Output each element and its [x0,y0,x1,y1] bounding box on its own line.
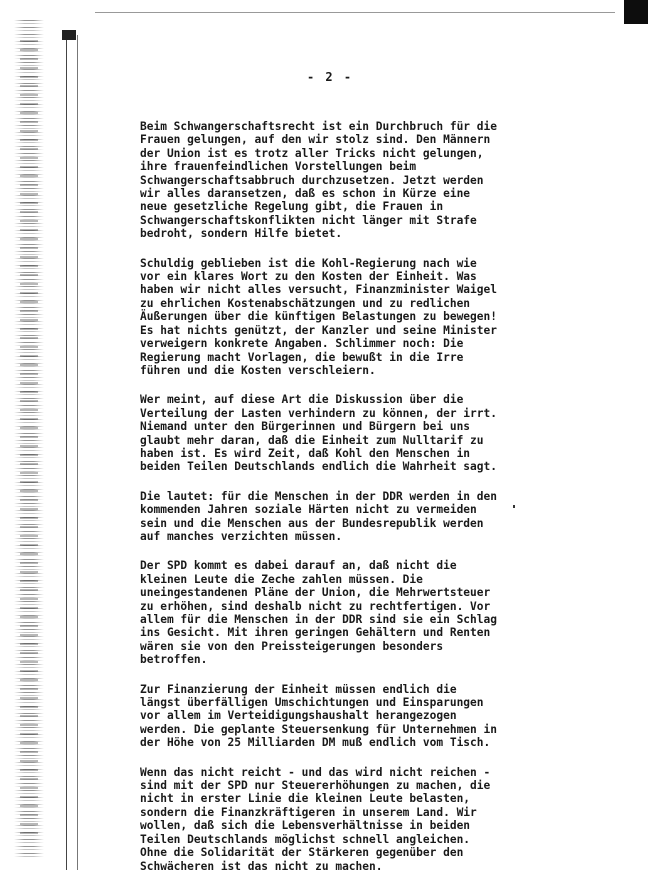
text-line: Teilen Deutschlands möglichst schnell angleichen. [140,832,471,846]
paragraph [140,766,535,873]
scan-edge-noise-dark [20,40,38,840]
text-line: kleinen Leute die Zeche zahlen müssen. Die [140,572,423,586]
paragraph [140,257,535,378]
text-line: der Union ist es trotz aller Tricks nicht gelungen, [140,146,484,160]
text-line: wir alles daransetzen, daß es schon in Kürze eine [140,187,471,201]
scan-margin-line [66,35,67,870]
text-line: Die lautet: für die Menschen in der DDR werden in den [140,489,497,503]
text-line: Äußerungen über die künftigen Belastungen zu bewegen! [140,310,497,324]
text-line: verweigern konkrete Angaben. Schlimmer noch: Die [140,337,464,351]
text-line: Verteilung der Lasten verhindern zu können, der irrt. [140,406,497,420]
text-line: Schwächeren ist das nicht zu machen. [140,859,383,873]
paragraph [140,683,535,750]
text-line: sein und die Menschen aus der Bundesrepublik werden [140,516,484,530]
text-line: beiden Teilen Deutschlands endlich die Wahrheit sagt. [140,460,497,474]
text-line: glaubt mehr daran, daß die Einheit zum Nulltarif zu [140,433,484,447]
document-body [140,120,535,889]
paragraph [140,490,535,544]
scan-top-edge [95,12,615,13]
text-line: haben wir nicht alles versucht, Finanzminister Waigel [140,283,497,297]
text-line: führen und die Kosten verschleiern. [140,363,376,377]
text-line: kommenden Jahren soziale Härten nicht zu vermeiden [140,503,477,517]
text-line: Zur Finanzierung der Einheit müssen endlich die [140,682,457,696]
text-line: betroffen. [140,653,208,667]
text-line: Ohne die Solidarität der Stärkeren gegenüber den [140,846,464,860]
text-line: Schwangerschaftskonflikten nicht länger mit Strafe [140,213,477,227]
text-line: Frauen gelungen, auf den wir stolz sind. Den Männern [140,133,491,147]
text-line: auf manches verzichten müssen. [140,529,343,543]
text-line: wären sie von den Preissteigerungen besonders [140,639,444,653]
text-line: der Höhe von 25 Milliarden DM muß endlich vom Tisch. [140,736,491,750]
page-number: - 2 - [306,70,354,84]
paragraph [140,120,535,241]
text-line: vor ein klares Wort zu den Kosten der Einheit. Was [140,270,477,284]
text-line: Niemand unter den Bürgerinnen und Bürgern bei uns [140,420,471,434]
text-line: vor allem im Verteidigungshaushalt herangezogen [140,709,457,723]
paragraph [140,393,535,473]
text-line: ihre frauenfeindlichen Vorstellungen beim [140,160,417,174]
text-line: wollen, daß sich die Lebensverhältnisse in beiden [140,819,471,833]
text-line: zu erhöhen, sind deshalb nicht zu rechtfertigen. Vor [140,599,491,613]
text-line: Beim Schwangerschaftsrecht ist ein Durchbruch für die [140,120,497,133]
text-line: haben ist. Es wird Zeit, daß Kohl den Menschen in [140,446,471,460]
text-line: uneingestandenen Pläne der Union, die Mehrwertsteuer [140,586,491,600]
scan-top-mark [62,30,76,40]
text-line: nicht in erster Linie die kleinen Leute belasten, [140,792,471,806]
text-line: Es hat nichts genützt, der Kanzler und seine Minister [140,323,497,337]
scan-margin-line-inner [77,35,78,870]
text-line: Regierung macht Vorlagen, die bewußt in die Irre [140,350,464,364]
text-line: allem für die Menschen in der DDR sind sie ein Schlag [140,613,497,626]
text-line: sondern die Finanzkräftigeren in unserem Land. Wir [140,805,477,819]
text-line: Wenn das nicht reicht - und das wird nicht reichen - [140,765,491,779]
text-line: längst überfälligen Umschichtungen und Einsparungen [140,696,484,710]
text-line: ins Gesicht. Mit ihren geringen Gehältern und Renten [140,626,491,640]
text-line: bedroht, sondern Hilfe bietet. [140,227,343,241]
text-line: Schwangerschaftsabbruch durchzusetzen. Jetzt werden [140,173,484,187]
paragraph [140,559,535,666]
text-line: zu ehrlichen Kostenabschätzungen und zu redlichen [140,296,471,310]
text-line: sind mit der SPD nur Steuererhöhungen zu machen, die [140,779,491,793]
text-line: Schuldig geblieben ist die Kohl-Regierung nach wie [140,256,477,270]
text-line: neue gesetzliche Regelung gibt, die Frauen in [140,200,444,214]
text-line: werden. Die geplante Steuersenkung für Unternehmen in [140,722,497,736]
scan-corner-mark [624,0,648,24]
text-line: Der SPD kommt es dabei darauf an, daß nicht die [140,559,457,573]
text-line: Wer meint, auf diese Art die Diskussion über die [140,393,464,407]
